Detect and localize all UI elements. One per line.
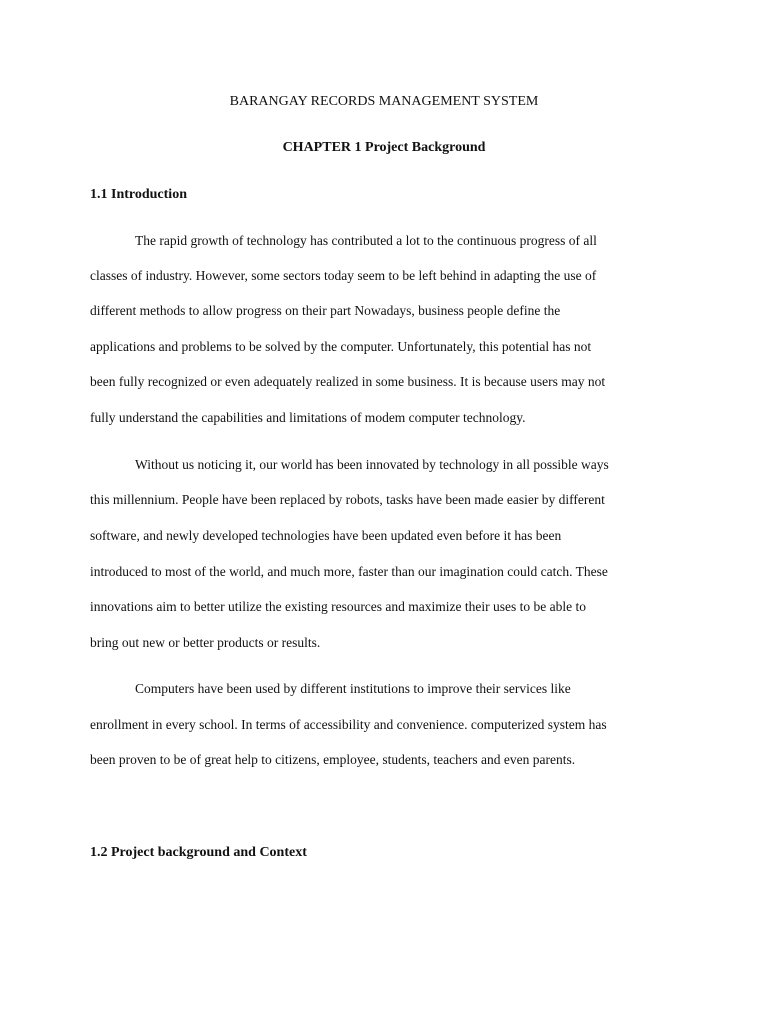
paragraph-line: Without us noticing it, our world has been innovated by technology in all possible ways [135, 457, 609, 472]
chapter-heading: CHAPTER 1 Project Background [282, 140, 486, 155]
paragraph-line: been proven to be of great help to citizens, employee, students, teachers and even parents. [90, 752, 576, 767]
paragraph-line: enrollment in every school. In terms of accessibility and convenience. computerized system has [90, 717, 607, 732]
paragraph-line: software, and newly developed technologies have been updated even before it has been [90, 528, 562, 543]
paragraph-line: introduced to most of the world, and much more, faster than our imagination could catch. These [90, 564, 608, 579]
paragraph-line: bring out new or better products or results. [90, 635, 321, 650]
paragraph-line: innovations aim to better utilize the existing resources and maximize their uses to be able to [90, 599, 586, 614]
section-heading-project-background: 1.2 Project background and Context [90, 845, 307, 860]
paragraph-line: classes of industry. However, some sectors today seem to be left behind in adapting the use of [90, 268, 597, 283]
paragraph-line: this millennium. People have been replaced by robots, tasks have been made easier by different [90, 492, 605, 507]
paragraph-line: different methods to allow progress on their part Nowadays, business people define the [90, 303, 561, 318]
document-title: BARANGAY RECORDS MANAGEMENT SYSTEM [229, 94, 539, 109]
paragraph-line: applications and problems to be solved by the computer. Unfortunately, this potential has not [90, 339, 592, 354]
paragraph-line: The rapid growth of technology has contributed a lot to the continuous progress of all [135, 233, 597, 248]
paragraph-line: Computers have been used by different institutions to improve their services like [135, 681, 571, 696]
section-heading-introduction: 1.1 Introduction [90, 187, 187, 202]
paragraph-line: fully understand the capabilities and limitations of modem computer technology. [90, 410, 526, 425]
paragraph-line: been fully recognized or even adequately realized in some business. It is because users may not [90, 374, 606, 389]
